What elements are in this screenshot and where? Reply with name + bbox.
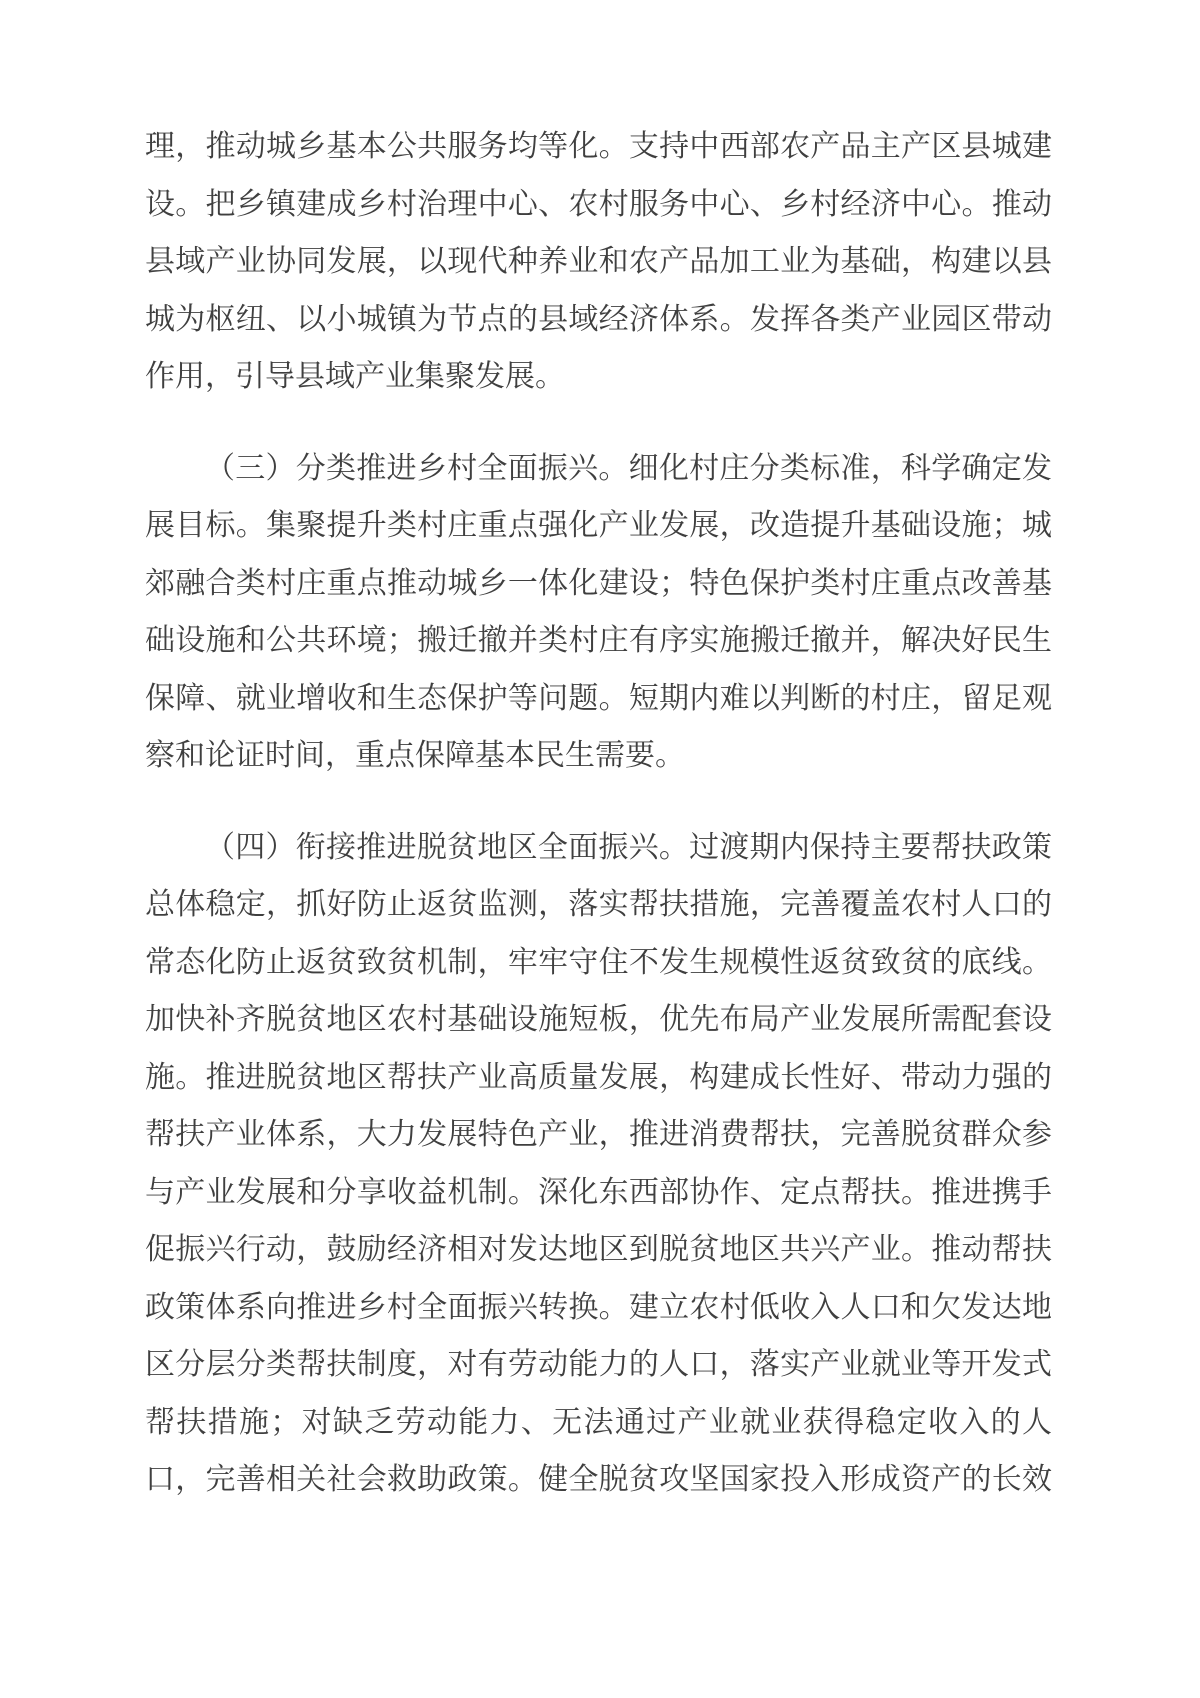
text-line: 政策体系向推进乡村全面振兴转换。建立农村低收入人口和欠发达地 [145,1290,1052,1324]
paragraph-section-three [145,440,1052,785]
text-line: 察和论证时间，重点保障基本民生需要。 [145,739,685,772]
text-line: 城为枢纽、以小城镇为节点的县域经济体系。发挥各类产业园区带动 [145,302,1052,336]
text-line: 促振兴行动，鼓励经济相对发达地区到脱贫地区共兴产业。推动帮扶 [145,1233,1052,1266]
text-line: 总体稳定，抓好防止返贫监测，落实帮扶措施，完善覆盖农村人口的 [145,888,1052,921]
text-line: 与产业发展和分享收益机制。深化东西部协作、定点帮扶。推进携手 [145,1175,1052,1209]
text-line: 础设施和公共环境；搬迁撤并类村庄有序实施搬迁撤并，解决好民生 [145,624,1052,657]
text-line: 施。推进脱贫地区帮扶产业高质量发展，构建成长性好、带动力强的 [145,1060,1052,1094]
text-line: 设。把乡镇建成乡村治理中心、农村服务中心、乡村经济中心。推动 [145,187,1052,221]
text-line: 加快补齐脱贫地区农村基础设施短板，优先布局产业发展所需配套设 [145,1003,1052,1036]
text-line: 理，推动城乡基本公共服务均等化。支持中西部农产品主产区县城建 [145,130,1052,163]
text-line: 展目标。集聚提升类村庄重点强化产业发展，改造提升基础设施；城 [145,509,1052,542]
text-line: 帮扶措施；对缺乏劳动能力、无法通过产业就业获得稳定收入的人 [145,1405,1052,1439]
paragraph-continuation [145,118,1052,406]
text-line: 口，完善相关社会救助政策。健全脱贫攻坚国家投入形成资产的长效 [145,1463,1052,1496]
text-line: 帮扶产业体系，大力发展特色产业，推进消费帮扶，完善脱贫群众参 [145,1118,1052,1151]
document-body [145,118,1052,1509]
paragraph-section-four [145,819,1052,1509]
text-line: 作用，引导县域产业集聚发展。 [145,360,565,393]
text-line: （四）衔接推进脱贫地区全面振兴。过渡期内保持主要帮扶政策 [205,830,1052,864]
text-line: 保障、就业增收和生态保护等问题。短期内难以判断的村庄，留足观 [145,681,1052,715]
text-line: （三）分类推进乡村全面振兴。细化村庄分类标准，科学确定发 [205,451,1052,485]
text-line: 郊融合类村庄重点推动城乡一体化建设；特色保护类村庄重点改善基 [145,566,1052,600]
text-line: 区分层分类帮扶制度，对有劳动能力的人口，落实产业就业等开发式 [145,1348,1052,1381]
text-line: 常态化防止返贫致贫机制，牢牢守住不发生规模性返贫致贫的底线。 [145,945,1052,979]
text-line: 县域产业协同发展，以现代种养业和农产品加工业为基础，构建以县 [145,245,1052,278]
